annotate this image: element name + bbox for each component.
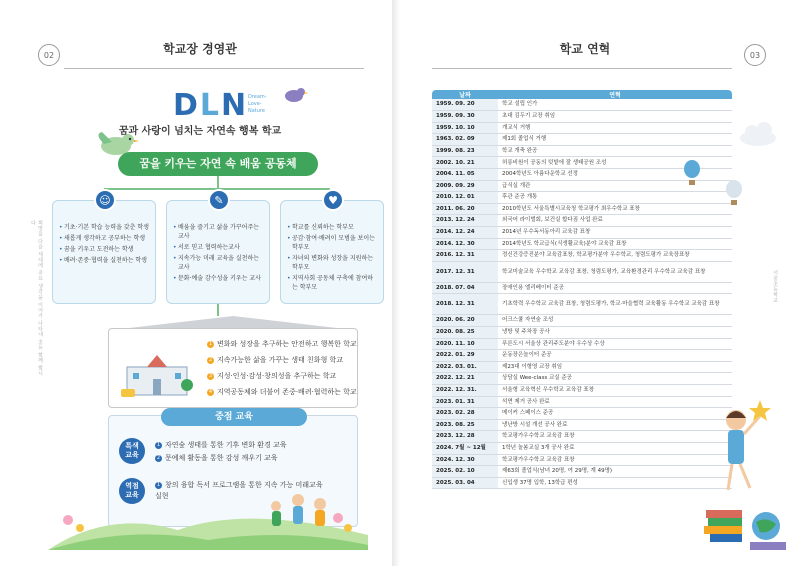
parent-icon: ♥ — [322, 189, 344, 211]
history-date-cell: 2025. 03. 04 — [432, 477, 498, 489]
history-date-cell: 2018. 07. 04 — [432, 282, 498, 294]
hot-air-balloon-icon — [724, 180, 744, 206]
history-date-cell: 2014. 12. 30 — [432, 238, 498, 250]
history-date-cell: 2020. 11. 10 — [432, 338, 498, 350]
title-divider — [432, 68, 732, 69]
history-event-cell: 개교식 거행 — [498, 122, 732, 134]
table-row — [432, 192, 732, 204]
student-icon: ☺ — [94, 189, 116, 211]
focus-education-title: 중점 교육 — [161, 408, 307, 426]
list-item: • 꿈을 키우고 도전하는 학생 — [59, 245, 149, 254]
left-side-text: 희망을 다음 세대에 중요 생각을 이어가 나타내 초등 함께 합니다 — [30, 220, 43, 377]
left-page-title: 학교장 경영관 — [163, 42, 237, 56]
history-date-cell: 2022. 12. 21 — [432, 373, 498, 385]
table-row — [432, 350, 732, 362]
history-event-cell: 제63회 졸업식(남녀 20명, 여 29명, 계 49명) — [498, 466, 732, 478]
table-row — [432, 145, 732, 157]
history-date-cell: 1959. 10. 10 — [432, 122, 498, 134]
parent-column — [280, 193, 384, 304]
history-event-cell: 1학년 놀봄교실 3개 공사 완료 — [498, 442, 732, 454]
table-row — [432, 111, 732, 123]
table-row — [432, 261, 732, 282]
history-date-cell: 2023. 01. 31 — [432, 396, 498, 408]
history-date-cell: 1999. 08. 23 — [432, 145, 498, 157]
title-divider — [64, 68, 364, 69]
history-event-cell: 학교 개축 완공 — [498, 145, 732, 157]
school-goals-box — [108, 328, 358, 408]
cloud-icon — [736, 118, 782, 148]
history-date-cell: 1959. 09. 30 — [432, 111, 498, 123]
table-row — [432, 442, 732, 454]
right-side-text: 서울초등학교 — [772, 270, 778, 303]
table-row — [432, 466, 732, 478]
table-row — [432, 99, 732, 111]
table-row — [432, 338, 732, 350]
history-event-cell: 허릉비원이 공동의 텃밭에 잘 생태공원 조성 — [498, 157, 732, 169]
table-row — [432, 250, 732, 262]
list-item: • 공감·참여·배려이 모범을 보이는 학부모 — [287, 234, 377, 252]
table-row — [432, 134, 732, 146]
history-date-cell: 2010. 12. 01 — [432, 192, 498, 204]
history-event-cell: 학교 설립 인가 — [498, 99, 732, 111]
children-meadow-illustration — [48, 480, 368, 550]
history-event-cell: 2004학년도 아름다운학교 선정 — [498, 169, 732, 181]
feature-education-tag: 특색 교육 — [119, 438, 145, 464]
history-event-cell: 외국어 라이벌회, 보건실 합다짐 사업 완료 — [498, 215, 732, 227]
table-row — [432, 215, 732, 227]
history-date-cell: 2025. 02. 10 — [432, 466, 498, 478]
bird-icon — [280, 84, 308, 104]
focus-item: 1 창의 융합 독서 프로그램을 통한 지속 가능 미래교육 실현 — [155, 481, 323, 500]
history-date-cell: 2009. 09. 29 — [432, 180, 498, 192]
date-header: 날짜 — [432, 90, 498, 99]
history-event-cell: 정신건강증진분야 교육감표창, 학교평가분야 우수학교, 청렴도평가 교육장표창 — [498, 250, 732, 262]
history-date-cell: 2024. 12. 30 — [432, 454, 498, 466]
history-date-cell: 2023. 12. 28 — [432, 431, 498, 443]
table-header-row — [432, 90, 732, 99]
history-event-cell: 급식실 개관 — [498, 180, 732, 192]
right-page — [400, 10, 794, 560]
history-event-cell: 학교미술교육 우수학교 교육감 표창, 청렴도평가, 교육환경관리 우수학교 교육감 표창 — [498, 261, 732, 282]
student-column — [52, 193, 156, 304]
history-date-cell: 2023. 08. 25 — [432, 419, 498, 431]
goal-item: 1 변화와 성장을 추구하는 안전하고 행복한 학교 — [208, 340, 357, 348]
history-event-cell: 냉난방 시설 개선 공사 완료 — [498, 419, 732, 431]
table-row — [432, 294, 732, 315]
history-date-cell: 1959. 09. 20 — [432, 99, 498, 111]
history-event-cell: 메이커 스페이스 준공 — [498, 408, 732, 420]
history-date-cell: 2013. 12. 24 — [432, 215, 498, 227]
girl-reading-books-illustration — [700, 390, 790, 560]
goal-item: 4 지역공동체와 더불어 존중·배려·협력하는 학교 — [208, 388, 357, 396]
teacher-icon: ✎ — [208, 189, 230, 211]
school-history-table — [432, 90, 732, 489]
table-row — [432, 408, 732, 420]
history-date-cell: 2020. 06. 20 — [432, 315, 498, 327]
history-event-cell: 제1회 졸업식 거행 — [498, 134, 732, 146]
history-event-cell: 후관 준공 개통 — [498, 192, 732, 204]
school-building-icon — [117, 349, 197, 399]
history-event-cell: 학교평가우수학교 교육감 표창 — [498, 431, 732, 443]
history-date-cell: 2022. 03. 01. — [432, 361, 498, 373]
page-gutter — [392, 0, 400, 566]
list-item: • 기초·기본 학습 능력을 갖춘 학생 — [59, 223, 149, 232]
history-date-cell: 2018. 12. 31 — [432, 294, 498, 315]
list-item: • 배려·존중·협력을 실천하는 학생 — [59, 256, 149, 265]
vision-banner: 꿈을 키우는 자연 속 배움 공동체 — [118, 152, 318, 176]
history-date-cell: 2011. 06. 20 — [432, 203, 498, 215]
table-row — [432, 203, 732, 215]
page-number-right: 03 — [744, 44, 766, 66]
history-date-cell: 2016. 12. 31 — [432, 250, 498, 262]
history-event-cell: 석면 제거 공사 완료 — [498, 396, 732, 408]
history-event-cell: 제23대 이형영 교장 취임 — [498, 361, 732, 373]
dln-logo: DLN — [173, 88, 249, 123]
history-header: 연혁 — [498, 90, 732, 99]
table-row — [432, 238, 732, 250]
history-event-cell: 운동장은놀이터 준공 — [498, 350, 732, 362]
table-row — [432, 419, 732, 431]
history-event-cell: 상담실 Wee-class 교실 준공 — [498, 373, 732, 385]
history-date-cell: 2002. 10. 21 — [432, 157, 498, 169]
history-event-cell: 2014학년도 학교급식(식생활교육)분야 교육감 표창 — [498, 238, 732, 250]
history-date-cell: 2014. 12. 24 — [432, 227, 498, 239]
history-event-cell: 장애인용 엘리베이터 준공 — [498, 282, 732, 294]
history-event-cell: 학교평가우수학교 교육감 표창 — [498, 454, 732, 466]
hot-air-balloon-icon — [682, 160, 702, 186]
left-page — [8, 10, 392, 560]
table-row — [432, 396, 732, 408]
table-row — [432, 122, 732, 134]
list-item: • 지속가능 미래 교육을 실천하는 교사 — [173, 254, 263, 272]
history-event-cell: 푸른도시 서울상 관리주도분야 우수상 수상 — [498, 338, 732, 350]
connector-line — [217, 176, 219, 188]
page-number-left: 02 — [38, 44, 60, 66]
table-row — [432, 477, 732, 489]
table-row — [432, 384, 732, 396]
history-date-cell: 2022. 12. 31. — [432, 384, 498, 396]
history-event-cell: 2010학년도 서울특별시교육청 학교평가 최우수학교 표창 — [498, 203, 732, 215]
history-event-cell: 초대 김두기 교장 취임 — [498, 111, 732, 123]
table-row — [432, 373, 732, 385]
history-event-cell: 냉방 및 주차장 공사 — [498, 327, 732, 339]
history-event-cell: 기초학력 우수학교 교육감 표창, 청렴도평가, 학교·마을협력 교육활동 우수학교 교육감 표창 — [498, 294, 732, 315]
history-event-cell: 신입생 37명 입학, 13학급 편성 — [498, 477, 732, 489]
goal-item: 2 지속가능한 삶을 가꾸는 생태 친화형 학교 — [208, 356, 344, 364]
list-item: • 학교를 신뢰하는 학부모 — [287, 223, 377, 232]
goal-item: 3 지성·인성·감성·창의성을 추구하는 학교 — [208, 372, 337, 380]
table-row — [432, 454, 732, 466]
dln-logo-subtitle: Dream- Love- Nature — [248, 94, 267, 114]
table-row — [432, 282, 732, 294]
table-row — [432, 315, 732, 327]
history-date-cell: 1963. 02. 09 — [432, 134, 498, 146]
history-date-cell: 2023. 02. 28 — [432, 408, 498, 420]
school-motto: 꿈과 사랑이 넘치는 자연속 행복 학교 — [118, 126, 282, 137]
history-date-cell: 2017. 12. 31 — [432, 261, 498, 282]
history-date-cell: 2024. 7월 ~ 12월 — [432, 442, 498, 454]
history-event-cell: 서울형 교육혁신 우수학교 교육감 표창 — [498, 384, 732, 396]
list-item: • 배움을 즐기고 삶을 가꾸어주는 교사 — [173, 223, 263, 241]
table-row — [432, 327, 732, 339]
list-item: • 새롭게 생각하고 공부하는 학생 — [59, 234, 149, 243]
list-item: • 지역사회 공동체 구축에 참여하는 학부모 — [287, 274, 377, 292]
focus-item: 2 문예체 활동을 통한 감성 깨우기 교육 — [156, 454, 278, 462]
table-row — [432, 227, 732, 239]
history-date-cell: 2022. 01. 29 — [432, 350, 498, 362]
list-item: • 문화·예술 감수성을 키우는 교사 — [173, 274, 263, 283]
history-event-cell: 2014년 우수독서동아리 교육감 표창 — [498, 227, 732, 239]
table-row — [432, 361, 732, 373]
teacher-column — [166, 193, 270, 304]
history-date-cell: 2004. 11. 05 — [432, 169, 498, 181]
priority-education-tag: 역점 교육 — [119, 478, 145, 504]
list-item: • 자녀의 변화와 성장을 지원하는 학부모 — [287, 254, 377, 272]
history-event-cell: 어크스쿨 자연숲 조성 — [498, 315, 732, 327]
table-row — [432, 431, 732, 443]
history-date-cell: 2020. 08. 25 — [432, 327, 498, 339]
right-page-title: 학교 연혁 — [559, 42, 611, 56]
focus-item: 1 자연숲 생태를 통한 기후 변화 환경 교육 — [156, 441, 287, 449]
connector-line — [217, 304, 219, 316]
list-item: • 서로 믿고 협력하는교사 — [173, 243, 263, 252]
